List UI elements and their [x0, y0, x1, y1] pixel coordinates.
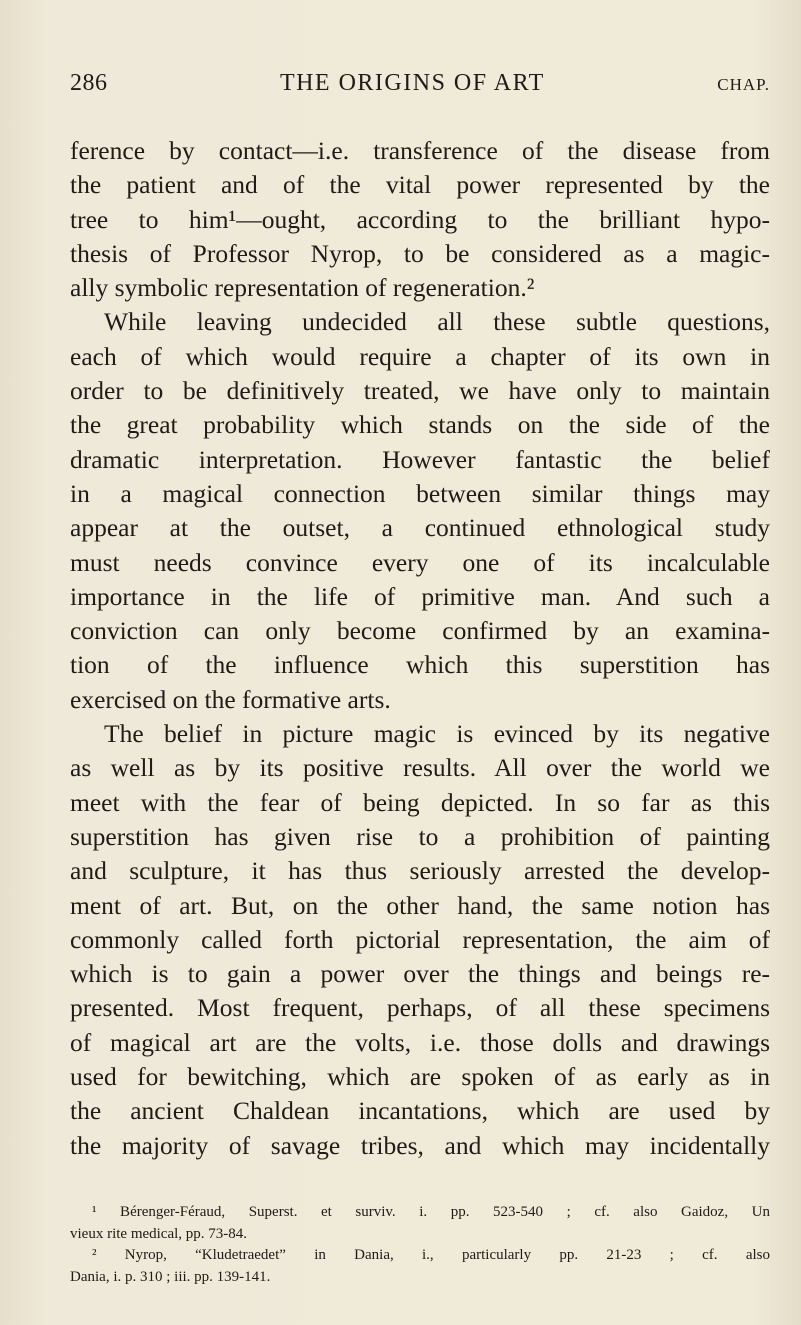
- footnotes: [70, 1202, 770, 1288]
- text-line: must needs convince every one of its incalculable: [70, 547, 770, 577]
- text-line: ment of art. But, on the other hand, the same notion has: [70, 890, 770, 920]
- text-line: the ancient Chaldean incantations, which are used by: [70, 1096, 770, 1126]
- text-line: meet with the fear of being depicted. In so far as this: [70, 787, 770, 817]
- text-line: each of which would require a chapter of its own in: [70, 341, 770, 371]
- text-line: The belief in picture magic is evinced by its negative: [104, 719, 770, 749]
- text-line: of magical art are the volts, i.e. those dolls and drawings: [70, 1027, 770, 1057]
- text-line: ference by contact—i.e. transference of the disease from: [70, 136, 770, 165]
- text-line: order to be definitively treated, we have only to maintain: [70, 376, 770, 406]
- text-line: importance in the life of primitive man. And such a: [70, 581, 770, 611]
- chapter-label: CHAP.: [717, 75, 770, 94]
- footnote-line: Dania, i. p. 310 ; iii. pp. 139-141.: [70, 1268, 271, 1285]
- text-line: and sculpture, it has thus seriously arrested the develop-: [70, 856, 770, 886]
- running-title: THE ORIGINS OF ART: [279, 70, 545, 96]
- text-line: as well as by its positive results. All over the world we: [70, 753, 770, 783]
- text-line: While leaving undecided all these subtle questions,: [104, 307, 770, 337]
- text-line: appear at the outset, a continued ethnological study: [70, 513, 770, 543]
- body-text: [70, 134, 770, 1163]
- footnote-line: ² Nyrop, “Kludetraedet” in Dania, i., particularly pp. 21-23 ; cf. also: [92, 1247, 770, 1263]
- text-line: in a magical connection between similar things may: [70, 478, 770, 508]
- text-line: the majority of savage tribes, and which may incidentally: [70, 1130, 770, 1160]
- text-line: conviction can only become confirmed by an examina-: [70, 616, 770, 646]
- text-line: the great probability which stands on the side of the: [70, 410, 770, 440]
- page-number: 286: [70, 70, 108, 96]
- text-line: dramatic interpretation. However fantastic the belief: [70, 444, 770, 474]
- footnote-line: ¹ Bérenger-Féraud, Superst. et surviv. i. pp. 523-540 ; cf. also Gaidoz, Un: [92, 1204, 770, 1220]
- text-line: thesis of Professor Nyrop, to be considered as a magic-: [70, 238, 770, 268]
- text-line: exercised on the formative arts.: [70, 684, 391, 714]
- text-line: used for bewitching, which are spoken of as early as in: [70, 1062, 770, 1092]
- text-line: tree to him¹—ought, according to the brilliant hypo-: [70, 204, 770, 234]
- running-head: [70, 70, 770, 110]
- text-line: superstition has given rise to a prohibition of painting: [70, 821, 770, 851]
- text-line: ally symbolic representation of regeneration.²: [70, 273, 535, 303]
- text-line: which is to gain a power over the things and beings re-: [70, 959, 770, 989]
- text-line: the patient and of the vital power represented by the: [70, 170, 770, 200]
- text-line: commonly called forth pictorial representation, the aim of: [70, 924, 770, 954]
- text-line: presented. Most frequent, perhaps, of all these specimens: [70, 993, 770, 1023]
- text-line: tion of the influence which this superstition has: [70, 650, 770, 680]
- footnote-line: vieux rite medical, pp. 73-84.: [70, 1225, 248, 1242]
